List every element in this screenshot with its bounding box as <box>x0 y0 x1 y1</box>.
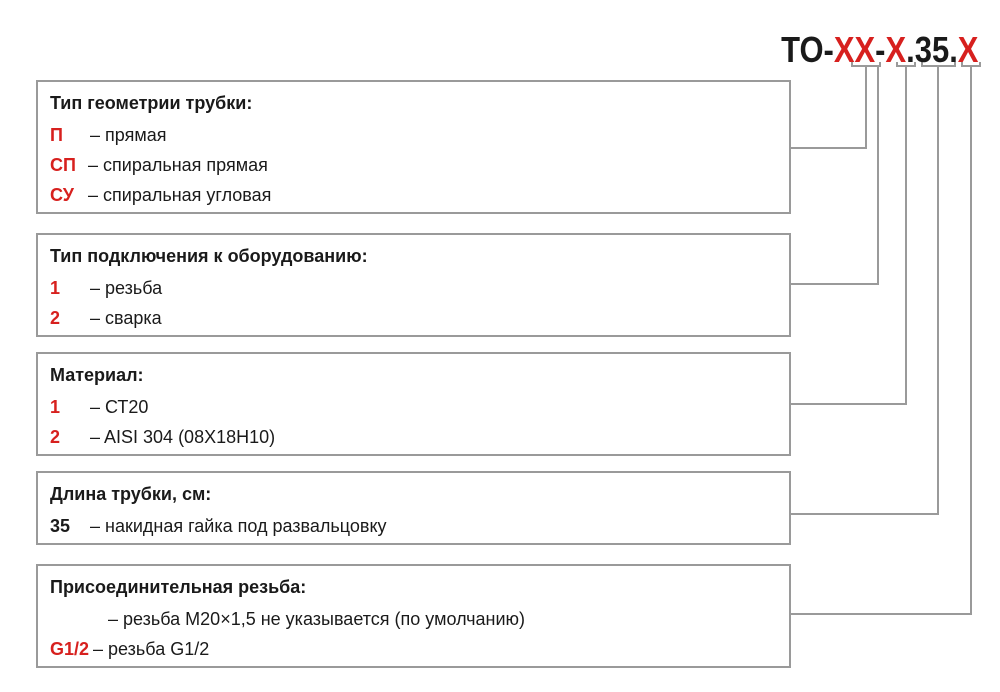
option-key: СУ <box>50 185 74 205</box>
option-desc: – спиральная угловая <box>88 185 272 205</box>
option-key: G1/2 <box>50 639 90 659</box>
list-item <box>50 634 777 664</box>
list-item <box>50 180 777 210</box>
code-part-material: X <box>885 29 906 70</box>
code-part-prefix: TO- <box>780 29 834 70</box>
section-geometry <box>36 80 791 214</box>
option-key: П <box>50 125 63 145</box>
connector-material <box>791 66 906 404</box>
section-length <box>36 471 791 545</box>
section-thread <box>36 564 791 668</box>
section-connection <box>36 233 791 337</box>
list-item <box>50 273 777 303</box>
list-item <box>50 604 777 634</box>
option-desc: – резьба <box>90 278 163 298</box>
list-item <box>50 120 777 150</box>
order-code <box>781 30 978 70</box>
option-desc: – резьба М20×1,5 не указывается (по умолчанию) <box>108 609 526 629</box>
option-key: 35 <box>50 516 71 536</box>
option-desc: – спиральная прямая <box>88 155 268 175</box>
connector-geometry <box>791 66 866 148</box>
option-desc: – сварка <box>90 308 162 328</box>
option-key: 2 <box>50 427 61 447</box>
code-part-length: .35. <box>905 29 958 70</box>
option-key: 1 <box>50 397 61 417</box>
option-key: 2 <box>50 308 61 328</box>
option-desc: – СТ20 <box>90 397 149 417</box>
connector-connection <box>791 66 878 284</box>
list-item <box>50 422 777 452</box>
section-title: Материал: <box>50 365 144 385</box>
code-part-thread: X <box>957 29 978 70</box>
section-title: Длина трубки, см: <box>50 484 212 504</box>
option-desc: – AISI 304 (08Х18Н10) <box>90 427 276 447</box>
list-item <box>50 150 777 180</box>
option-key: СП <box>50 155 76 175</box>
code-part-geometry: XX <box>833 29 875 70</box>
code-part-dash: - <box>874 29 886 70</box>
option-key: 1 <box>50 278 61 298</box>
connector-length <box>791 66 938 514</box>
option-desc: – прямая <box>90 125 167 145</box>
option-desc: – накидная гайка под развальцовку <box>90 516 387 536</box>
section-title: Присоединительная резьба: <box>50 577 307 597</box>
section-title: Тип подключения к оборудованию: <box>50 246 368 266</box>
option-desc: – резьба G1/2 <box>93 639 210 659</box>
section-title: Тип геометрии трубки: <box>50 93 253 113</box>
list-item <box>50 392 777 422</box>
list-item <box>50 303 777 333</box>
list-item <box>50 511 777 541</box>
section-material <box>36 352 791 456</box>
